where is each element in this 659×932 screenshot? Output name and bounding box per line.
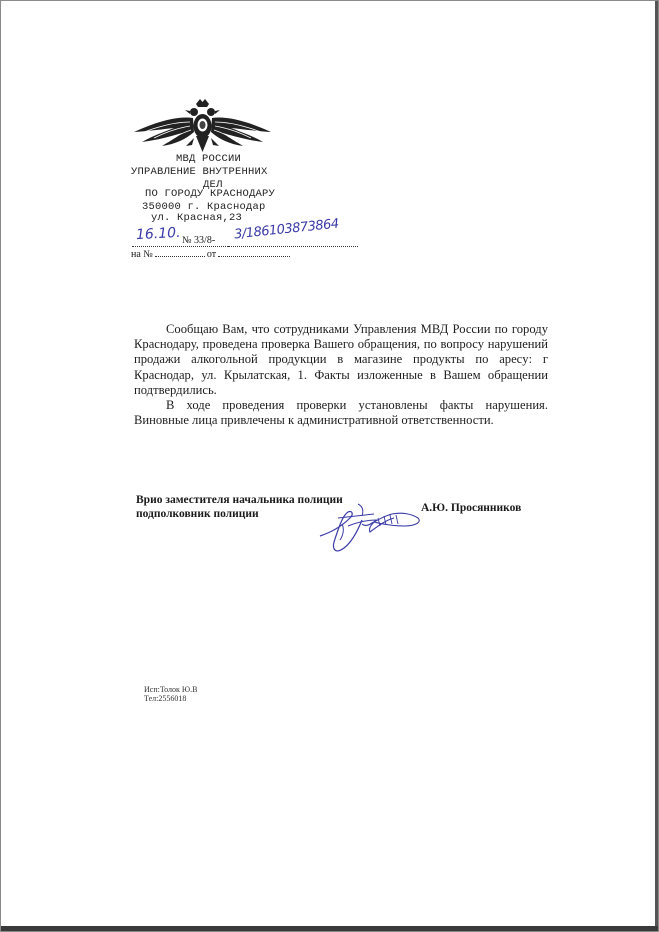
page-edge-shadow-bottom [1, 926, 658, 931]
header-ministry: МВД РОССИИ [176, 153, 242, 165]
signatory-name: А.Ю. Просянников [421, 502, 522, 514]
header-department-cont: ДЕЛ [203, 179, 223, 191]
handwritten-date: 16.10. [135, 224, 181, 244]
signatory-position: Врио заместителя начальника полиции [136, 494, 343, 506]
date-underline [132, 246, 242, 247]
body-paragraph-1: Сообщаю Вам, что сотрудниками Управления МВД России по городу Краснодару, проведена проверка Вашего обращения, по вопросу нарушений продажи алкогольной продукции в магазине продукты по арecy: г Краснодар, ул. Крылатская, 1. Факты изложенные в Вашем обращении подтвердились. [134, 322, 548, 397]
header-postcode-city: 350000 г. Краснодар [142, 201, 266, 213]
mvd-eagle-emblem-icon [130, 98, 275, 156]
header-street-address: ул. Красная,23 [151, 212, 243, 224]
header-city: ПО ГОРОДУ КРАСНОДАРУ [145, 188, 276, 200]
handwritten-signature-icon [318, 496, 430, 558]
incoming-reference-line [131, 249, 292, 260]
incoming-date-blank [218, 256, 290, 257]
header-department: УПРАВЛЕНИЕ ВНУТРЕННИХ [131, 166, 268, 178]
page-edge-shadow [655, 1, 658, 931]
body-paragraph-2: В ходе проведения проверки установлены факты нарушения. Виновные лица привлечены к административной ответственности. [134, 398, 548, 428]
incoming-date-label: от [206, 249, 217, 260]
letter-body [134, 322, 548, 428]
reference-number-label: № 33/8- [182, 235, 216, 246]
incoming-number-label: на № [131, 249, 153, 260]
number-underline [228, 246, 358, 247]
executor-name: Исп:Толок Ю.В [144, 685, 198, 694]
signatory-rank: подполковник полиции [136, 508, 259, 520]
handwritten-reference-number: 3/186103873864 [233, 216, 340, 243]
incoming-number-blank [155, 256, 205, 257]
executor-phone: Тел:2556018 [144, 694, 187, 703]
